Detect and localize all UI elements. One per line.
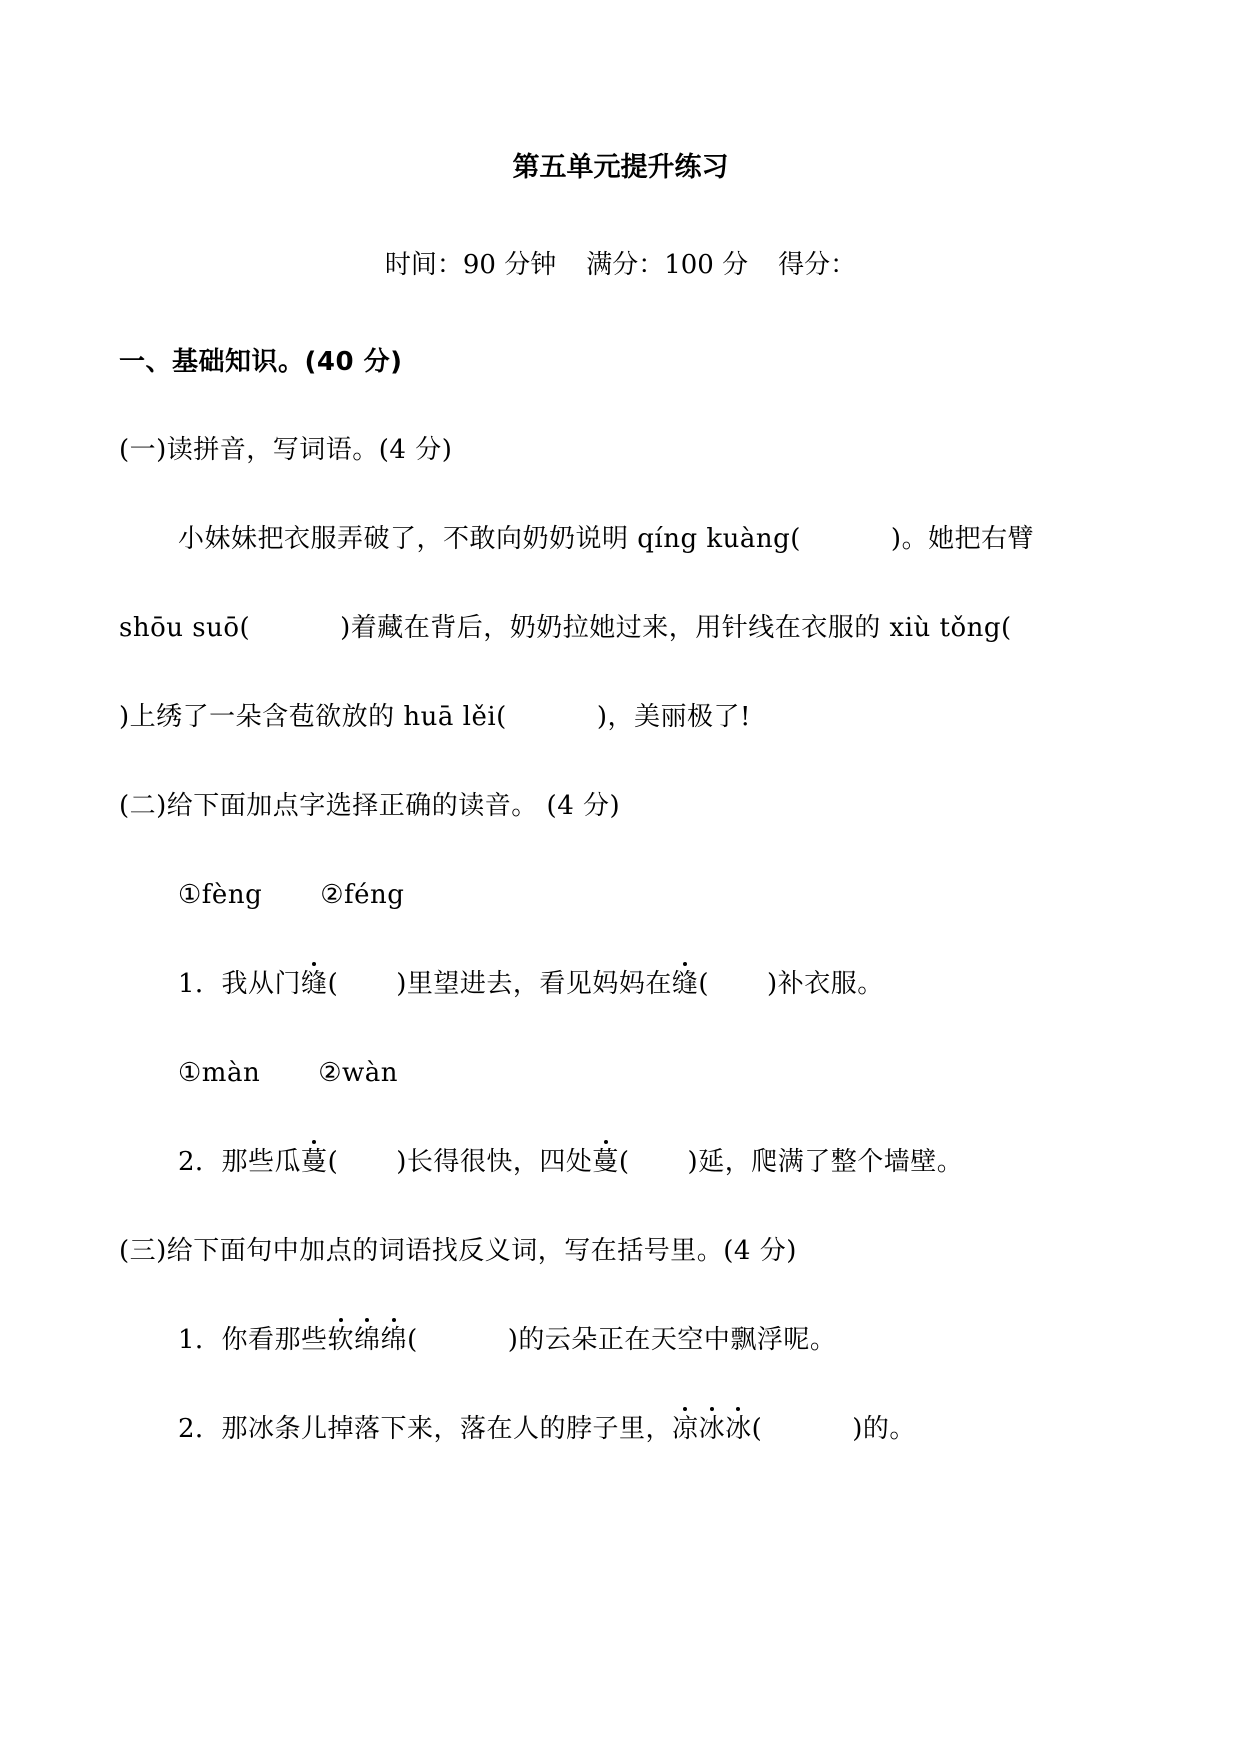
pronunciation-options-1 bbox=[178, 878, 404, 912]
part2-heading: (二)给下面加点字选择正确的读音。 (4 分) bbox=[119, 791, 621, 821]
part3-heading: (三)给下面句中加点的词语找反义词，写在括号里。(4 分) bbox=[119, 1236, 797, 1266]
option-a: ①fèng bbox=[178, 880, 263, 910]
dotted-char: 软 bbox=[327, 1325, 355, 1355]
question-3-1 bbox=[178, 1323, 836, 1357]
dotted-char: 蔓 bbox=[592, 1147, 619, 1177]
question-text: )延，爬满了整个墙壁。 bbox=[687, 1147, 964, 1177]
paren-open: ( bbox=[751, 1414, 763, 1444]
question-2-2 bbox=[178, 1145, 963, 1179]
page-title: 第五单元提升练习 bbox=[512, 152, 729, 183]
paren-open: ( bbox=[327, 969, 339, 999]
dotted-char: 绵 bbox=[354, 1325, 381, 1355]
dotted-char: 冰 bbox=[725, 1414, 752, 1444]
question-text: )里望进去，看见妈妈在 bbox=[396, 969, 672, 999]
full-score-label: 满分：100 分 bbox=[586, 250, 749, 280]
question-text: 1．我从门 bbox=[178, 969, 302, 999]
paren-open: ( bbox=[327, 1147, 339, 1177]
dotted-char: 蔓 bbox=[301, 1147, 328, 1177]
question-text: )的云朵正在天空中飘浮呢。 bbox=[507, 1325, 837, 1355]
option-b: ②wàn bbox=[318, 1058, 399, 1088]
sentence-text: )上绣了一朵含苞欲放的 huā lěi( bbox=[119, 702, 507, 732]
paren-open: ( bbox=[407, 1325, 418, 1355]
dotted-char: 绵 bbox=[380, 1325, 408, 1355]
paren-open: ( bbox=[698, 969, 710, 999]
dotted-char: 缝 bbox=[671, 969, 699, 999]
question-2-1 bbox=[178, 967, 884, 1001]
question-text: 2．那些瓜 bbox=[178, 1147, 302, 1177]
pinyin-sentence-line-2 bbox=[119, 611, 1012, 645]
pinyin-sentence-line-3 bbox=[119, 700, 751, 734]
score-label: 得分： bbox=[778, 250, 857, 280]
sentence-text: shōu suō( bbox=[119, 613, 251, 643]
sentence-text: )着藏在背后，奶奶拉她过来，用针线在衣服的 xiù tǒng( bbox=[340, 613, 1012, 643]
dotted-char: 冰 bbox=[698, 1414, 726, 1444]
dotted-char: 凉 bbox=[672, 1414, 699, 1444]
section-heading: 一、基础知识。(40 分) bbox=[119, 347, 403, 377]
option-b: ②féng bbox=[320, 880, 405, 910]
question-3-2 bbox=[178, 1412, 916, 1446]
question-text: )的。 bbox=[852, 1414, 916, 1444]
question-text: )补衣服。 bbox=[767, 969, 884, 999]
pronunciation-options-2 bbox=[178, 1056, 398, 1090]
question-text: 1．你看那些 bbox=[178, 1325, 328, 1355]
sentence-text: 小妹妹把衣服弄破了，不敢向奶奶说明 qíng kuàng( bbox=[178, 524, 801, 554]
option-a: ①màn bbox=[178, 1058, 261, 1088]
question-text: 2．那冰条儿掉落下来，落在人的脖子里， bbox=[178, 1414, 673, 1444]
pinyin-sentence-line-1 bbox=[178, 522, 1034, 556]
sentence-text: )，美丽极了! bbox=[596, 702, 751, 732]
paren-open: ( bbox=[618, 1147, 630, 1177]
exam-meta bbox=[0, 248, 1241, 282]
question-text: )长得很快，四处 bbox=[396, 1147, 593, 1177]
sentence-text: )。她把右臂 bbox=[890, 524, 1035, 554]
part1-heading: (一)读拼音，写词语。(4 分) bbox=[119, 435, 453, 465]
time-label: 时间：90 分钟 bbox=[384, 250, 557, 280]
dotted-char: 缝 bbox=[301, 969, 328, 999]
